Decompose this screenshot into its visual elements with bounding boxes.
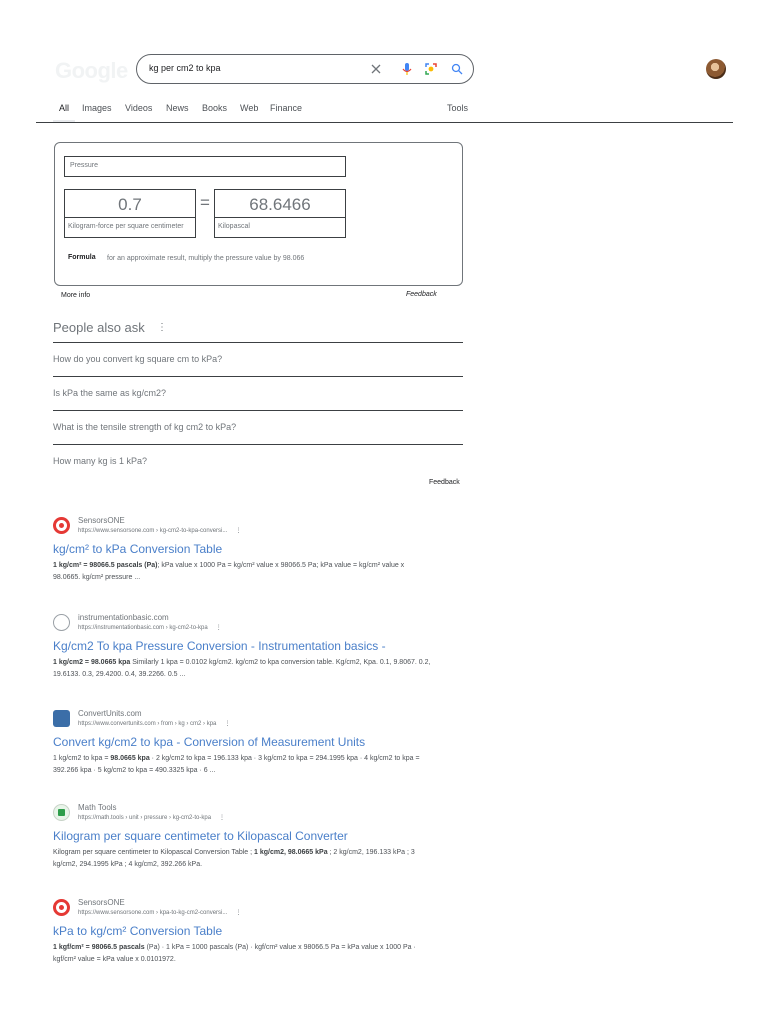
more-options-icon[interactable]: ⋮ xyxy=(215,625,222,631)
search-box[interactable] xyxy=(136,54,474,84)
people-also-ask-title: People also ask xyxy=(53,320,145,335)
result-site-name[interactable]: ConvertUnits.com xyxy=(78,709,142,718)
more-options-icon[interactable]: ⋮ xyxy=(157,322,167,333)
search-input[interactable]: kg per cm2 to kpa xyxy=(149,63,221,73)
unit-converter-card xyxy=(54,142,463,286)
from-value-input[interactable]: 0.7 xyxy=(64,189,196,218)
from-unit-select[interactable]: Kilogram-force per square centimeter xyxy=(64,218,196,238)
more-options-icon[interactable]: ⋮ xyxy=(224,721,231,727)
user-avatar[interactable] xyxy=(706,59,726,79)
paa-question[interactable]: How many kg is 1 kPa? xyxy=(53,444,463,477)
result-title-link[interactable]: Kilogram per square centimeter to Kilopascal Converter xyxy=(53,829,348,843)
microphone-icon[interactable] xyxy=(399,61,415,77)
tools-button[interactable]: Tools xyxy=(447,103,469,113)
formula-text: for an approximate result, multiply the pressure value by 98.066 xyxy=(107,255,305,262)
converter-category-select[interactable]: Pressure xyxy=(64,156,346,177)
to-unit-select[interactable]: Kilopascal xyxy=(214,218,346,238)
result-site-name[interactable]: Math Tools xyxy=(78,803,117,812)
result-title-link[interactable]: Kg/cm2 To kpa Pressure Conversion - Instrumentation basics - xyxy=(53,639,386,653)
sensorsone-favicon xyxy=(53,899,70,916)
result-snippet: 1 kg/cm² = 98066.5 pascals (Pa); kPa value x 1000 Pa = kg/cm² value x 98066.5 Pa; kPa value = kg/cm² value x 98.0665. kg/cm² pressure ... xyxy=(53,562,405,581)
paa-question[interactable]: Is kPa the same as kg/cm2? xyxy=(53,376,463,409)
more-options-icon[interactable]: ⋮ xyxy=(235,528,242,534)
tab-web[interactable]: Web xyxy=(240,103,259,113)
more-options-icon[interactable]: ⋮ xyxy=(235,910,242,916)
result-title-link[interactable]: kPa to kg/cm² Conversion Table xyxy=(53,924,223,938)
tab-images[interactable]: Images xyxy=(82,103,112,113)
result-url[interactable]: https://www.sensorsone.com › kpa-to-kg-cm2-conversi... ⋮ xyxy=(78,910,242,916)
tab-finance[interactable]: Finance xyxy=(270,103,303,113)
paa-question[interactable]: How do you convert kg square cm to kPa? xyxy=(53,342,463,375)
paa-feedback-link[interactable]: Feedback xyxy=(429,479,460,486)
equals-sign: = xyxy=(200,193,210,212)
result-site-name[interactable]: SensorsONE xyxy=(78,898,125,907)
tab-news[interactable]: News xyxy=(166,103,189,113)
paa-question[interactable]: What is the tensile strength of kg cm2 to kPa? xyxy=(53,410,463,443)
clear-icon[interactable] xyxy=(368,61,384,77)
result-url[interactable]: https://instrumentationbasic.com › kg-cm2-to-kpa ⋮ xyxy=(78,625,222,631)
tab-all[interactable]: All xyxy=(59,103,70,113)
more-options-icon[interactable]: ⋮ xyxy=(219,815,226,821)
result-title-link[interactable]: Convert kg/cm2 to kpa - Conversion of Measurement Units xyxy=(53,735,366,749)
result-snippet: 1 kg/cm2 = 98.0665 kpa Similarly 1 kpa = 0.0102 kg/cm2. kg/cm2 to kpa conversion table. Kg/cm2, Kpa. 0.1, 9.8067. 0.2, 19.6133. 0.3, 29.4200. 0.4, 39.2266. 0.5 ... xyxy=(53,659,431,678)
result-site-name[interactable]: instrumentationbasic.com xyxy=(78,613,169,622)
convertunits-favicon xyxy=(53,710,70,727)
to-value-input[interactable]: 68.6466 xyxy=(214,189,346,218)
result-url[interactable]: https://math.tools › unit › pressure › kg-cm2-to-kpa ⋮ xyxy=(78,815,226,821)
tab-books[interactable]: Books xyxy=(202,103,228,113)
converter-feedback-link[interactable]: Feedback xyxy=(406,291,437,298)
formula-label: Formula xyxy=(68,254,96,261)
math-tools-favicon xyxy=(53,804,70,821)
google-logo[interactable]: Google xyxy=(55,58,128,83)
result-url[interactable]: https://www.convertunits.com › from › kg › cm2 › kpa ⋮ xyxy=(78,721,231,727)
result-snippet: 1 kgf/cm² = 98066.5 pascals (Pa) · 1 kPa = 1000 pascals (Pa) · kgf/cm² value x 98066.5 Pa = kPa value x 1000 Pa · kgf/cm² value = kPa value x 0.0101972. xyxy=(53,944,416,963)
lens-camera-icon[interactable] xyxy=(423,61,439,77)
more-info-link[interactable]: More info xyxy=(61,292,91,299)
result-snippet: 1 kg/cm2 to kpa = 98.0665 kpa · 2 kg/cm2 to kpa = 196.133 kpa · 3 kg/cm2 to kpa = 294.1995 kpa · 4 kg/cm2 to kpa = 392.266 kpa · 5 kg/cm2 to kpa = 490.3325 kpa · 6 ... xyxy=(53,755,420,774)
search-icon[interactable] xyxy=(449,61,465,77)
result-url[interactable]: https://www.sensorsone.com › kg-cm2-to-kpa-conversi... ⋮ xyxy=(78,528,242,534)
result-title-link[interactable]: kg/cm² to kPa Conversion Table xyxy=(53,542,223,556)
sensorsone-favicon xyxy=(53,517,70,534)
header-divider xyxy=(36,122,733,123)
tab-videos[interactable]: Videos xyxy=(125,103,153,113)
instrumentationbasic-favicon xyxy=(53,614,70,631)
result-snippet: Kilogram per square centimeter to Kilopascal Conversion Table ; 1 kg/cm2, 98.0665 kPa ; 2 kg/cm2, 196.133 kPa ; 3 kg/cm2, 294.1995 kPa ; 4 kg/cm2, 392.266 kPa. xyxy=(53,849,415,868)
result-site-name[interactable]: SensorsONE xyxy=(78,516,125,525)
